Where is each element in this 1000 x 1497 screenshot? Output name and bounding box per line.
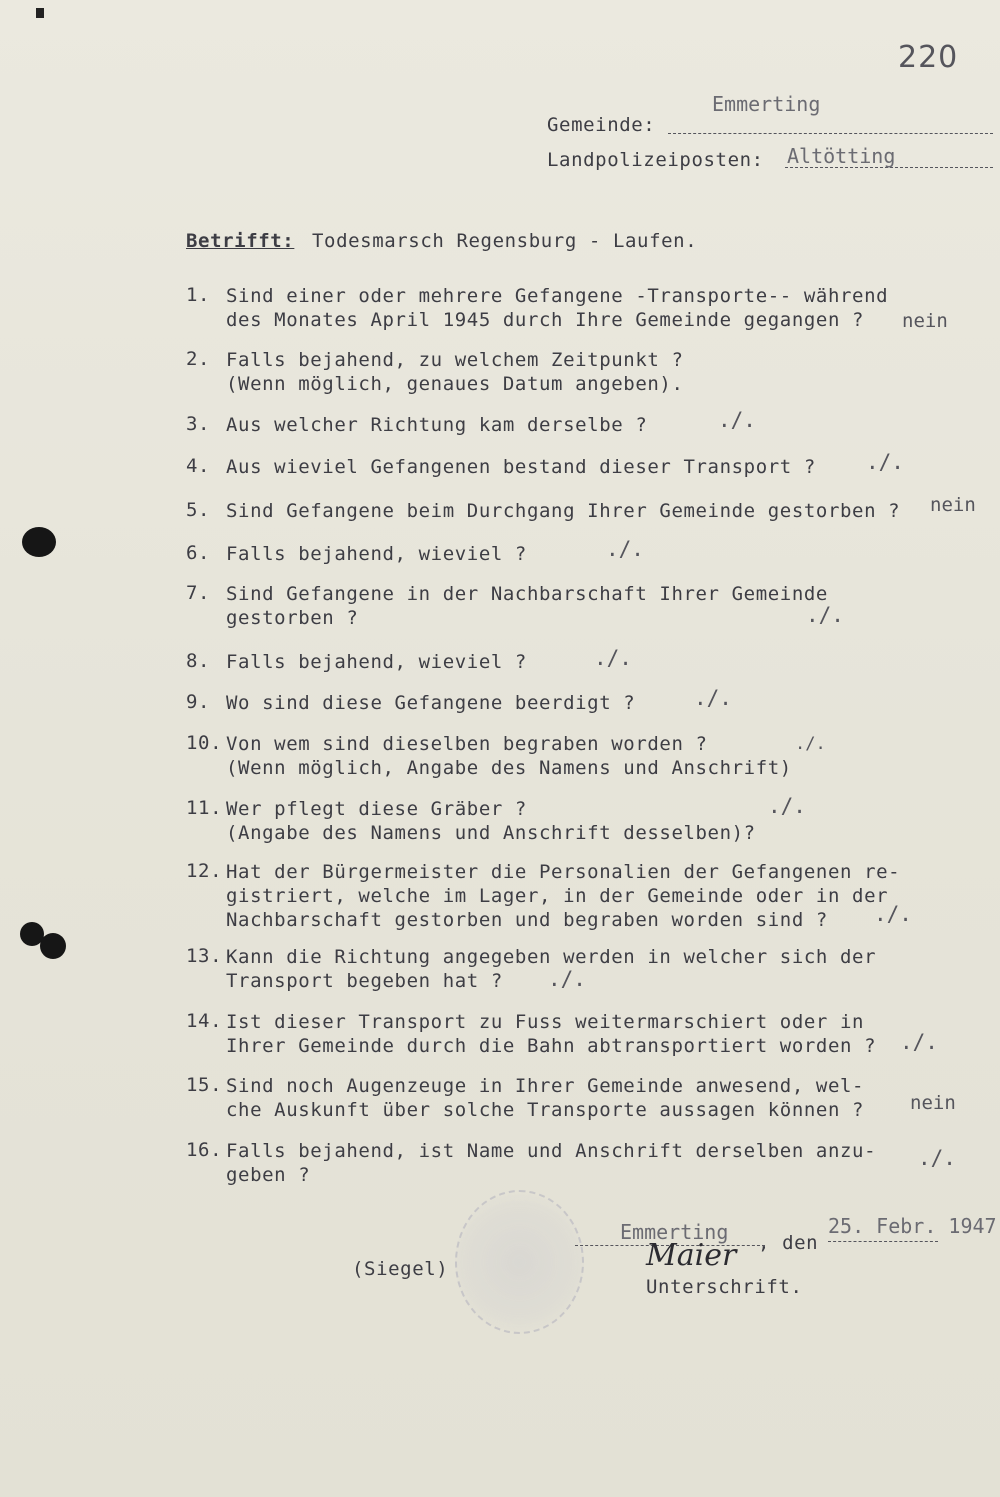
question-line: Ihrer Gemeinde durch die Bahn abtransportiert worden ?: [226, 1035, 877, 1057]
gemeinde-value: Emmerting: [712, 92, 821, 116]
answer-3: ./.: [718, 408, 756, 432]
question-number: 10.: [186, 732, 223, 754]
question-line: Kann die Richtung angegeben werden in welcher sich der: [226, 946, 877, 968]
question-number: 2.: [186, 348, 211, 370]
question-line: Sind Gefangene beim Durchgang Ihrer Gemeinde gestorben ?: [226, 500, 901, 522]
question-line: Nachbarschaft gestorben und begraben worden sind ?: [226, 909, 828, 931]
date-value: 25. Febr. 1947: [828, 1214, 997, 1238]
question-number: 5.: [186, 499, 211, 521]
question-line: Transport begeben hat ?: [226, 970, 503, 992]
answer-8: ./.: [594, 646, 632, 670]
den-label: , den: [758, 1232, 819, 1254]
question-line: Sind einer oder mehrere Gefangene -Transporte-- während: [226, 285, 889, 307]
answer-7: ./.: [806, 603, 844, 627]
question-line: Ist dieser Transport zu Fuss weitermarschiert oder in: [226, 1011, 865, 1033]
question-line: (Angabe des Namens und Anschrift desselben)?: [226, 822, 756, 844]
punch-hole: [40, 933, 66, 959]
answer-9: ./.: [694, 686, 732, 710]
question-line: gestorben ?: [226, 607, 359, 629]
answer-12: ./.: [874, 902, 912, 926]
question-line: Sind noch Augenzeuge in Ihrer Gemeinde anwesend, wel-: [226, 1075, 865, 1097]
official-seal-stamp: [455, 1190, 584, 1334]
question-line: Falls bejahend, ist Name und Anschrift derselben anzu-: [226, 1140, 877, 1162]
answer-6: ./.: [606, 537, 644, 561]
answer-1: nein: [902, 310, 948, 332]
subject-label: Betrifft:: [186, 230, 295, 252]
posten-label: Landpolizeiposten:: [547, 149, 764, 171]
question-number: 4.: [186, 455, 211, 477]
answer-5: nein: [930, 494, 976, 516]
date-underline: [828, 1240, 938, 1242]
question-number: 14.: [186, 1010, 223, 1032]
siegel-label: (Siegel): [352, 1258, 449, 1280]
answer-14: ./.: [900, 1030, 938, 1054]
question-number: 12.: [186, 860, 223, 882]
question-line: che Auskunft über solche Transporte aussagen können ?: [226, 1099, 865, 1121]
question-line: gistriert, welche im Lager, in der Gemeinde oder in der: [226, 885, 889, 907]
question-number: 8.: [186, 650, 211, 672]
gemeinde-underline: [668, 132, 993, 134]
answer-15: nein: [910, 1092, 956, 1114]
question-number: 6.: [186, 542, 211, 564]
question-number: 3.: [186, 413, 211, 435]
question-line: Hat der Bürgermeister die Personalien der Gefangenen re-: [226, 861, 901, 883]
question-line: Von wem sind dieselben begraben worden ?: [226, 733, 708, 755]
punch-hole: [22, 527, 56, 557]
question-line: Aus welcher Richtung kam derselbe ?: [226, 414, 648, 436]
question-number: 1.: [186, 284, 211, 306]
answer-16: ./.: [918, 1146, 956, 1170]
question-line: geben ?: [226, 1164, 311, 1186]
answer-10: ./.: [795, 734, 826, 754]
page-number: 220: [898, 40, 959, 75]
question-line: (Wenn möglich, genaues Datum angeben).: [226, 373, 684, 395]
question-number: 15.: [186, 1074, 223, 1096]
question-line: des Monates April 1945 durch Ihre Gemeinde gegangen ?: [226, 309, 865, 331]
question-line: Wer pflegt diese Gräber ?: [226, 798, 527, 820]
question-number: 11.: [186, 797, 223, 819]
question-line: Wo sind diese Gefangene beerdigt ?: [226, 692, 636, 714]
question-line: Aus wieviel Gefangenen bestand dieser Transport ?: [226, 456, 816, 478]
answer-13: ./.: [548, 967, 586, 991]
handwritten-signature: Maier: [646, 1238, 737, 1273]
question-line: Falls bejahend, wieviel ?: [226, 543, 527, 565]
gemeinde-label: Gemeinde:: [547, 114, 656, 136]
corner-mark: [36, 8, 44, 18]
question-line: (Wenn möglich, Angabe des Namens und Anschrift): [226, 757, 792, 779]
question-number: 16.: [186, 1139, 223, 1161]
posten-value: Altötting: [787, 144, 896, 168]
question-number: 13.: [186, 945, 223, 967]
question-line: Sind Gefangene in der Nachbarschaft Ihrer Gemeinde: [226, 583, 828, 605]
answer-11: ./.: [768, 794, 806, 818]
place-value: Emmerting: [620, 1220, 729, 1244]
question-line: Falls bejahend, zu welchem Zeitpunkt ?: [226, 349, 684, 371]
question-line: Falls bejahend, wieviel ?: [226, 651, 527, 673]
signature-label: Unterschrift.: [646, 1276, 803, 1298]
answer-4: ./.: [866, 450, 904, 474]
question-number: 7.: [186, 582, 211, 604]
subject-text: Todesmarsch Regensburg - Laufen.: [312, 230, 698, 252]
question-number: 9.: [186, 691, 211, 713]
